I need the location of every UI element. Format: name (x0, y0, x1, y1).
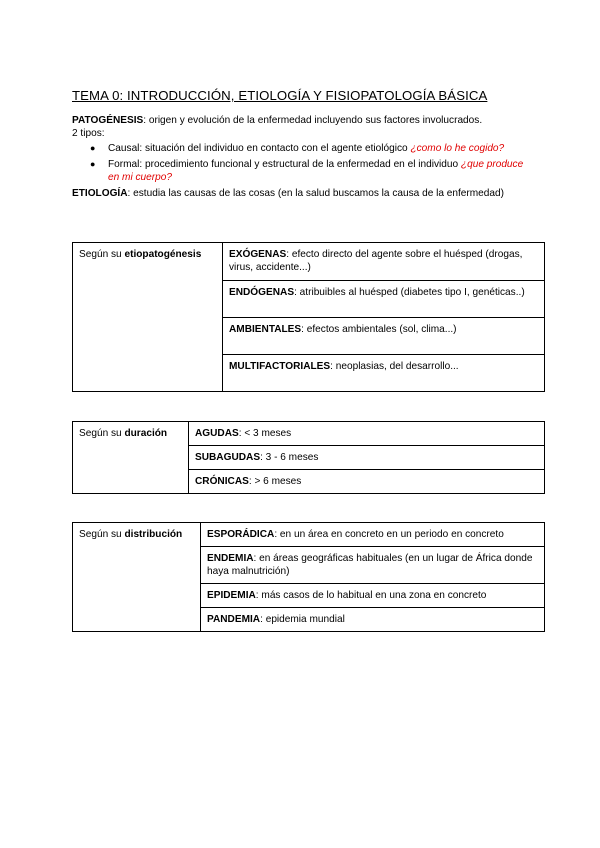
table-label-prefix: Según su (79, 428, 125, 439)
etiologia-term: ETIOLOGÍA (72, 188, 128, 200)
cell-desc: : neoplasias, del desarrollo... (330, 361, 459, 372)
table-cell (201, 608, 545, 632)
cell-desc: : < 3 meses (238, 428, 292, 439)
tipos-list (72, 142, 530, 184)
table-label-prefix: Según su (79, 529, 125, 540)
patogenesis-text: : origen y evolución de la enfermedad incluyendo sus factores involucrados. (143, 115, 483, 126)
table-label-bold: etiopatogénesis (124, 249, 202, 260)
patogenesis-term: PATOGÉNESIS (72, 115, 144, 126)
table-cell (223, 281, 545, 318)
cell-desc: : atribuibles al huésped (diabetes tipo I, genéticas..) (294, 287, 525, 298)
table-cell (189, 470, 545, 494)
list-item-text: Causal: situación del individuo en contacto con el agente etiológico (108, 143, 411, 155)
cell-term: MULTIFACTORIALES (229, 361, 331, 372)
tipos-label: 2 tipos: (72, 128, 105, 140)
table-row (73, 523, 545, 547)
cell-desc: : > 6 meses (248, 476, 302, 487)
cell-term: EXÓGENAS (229, 249, 287, 260)
table-cell (223, 318, 545, 355)
table-cell (223, 243, 545, 281)
cell-desc: : efecto directo del agente sobre el huésped (drogas, virus, accidente...) (229, 249, 523, 274)
cell-term: ESPORÁDICA (207, 529, 275, 540)
cell-term: PANDEMIA (207, 614, 261, 625)
cell-term: EPIDEMIA (207, 590, 256, 601)
table-label-prefix: Según su (79, 249, 125, 260)
table-etiopatogenesis (72, 242, 545, 392)
cell-desc: : epidemia mundial (260, 614, 345, 625)
cell-desc: : en un área en concreto en un periodo en concreto (274, 529, 504, 540)
table-cell (201, 547, 545, 584)
table-cell (201, 523, 545, 547)
cell-term: ENDEMIA (207, 553, 254, 564)
list-item (72, 158, 530, 184)
table-label-cell (73, 523, 201, 632)
table-cell (223, 355, 545, 392)
list-item-question: ¿como lo he cogido? (410, 143, 505, 155)
table-label-bold: duración (124, 428, 168, 439)
cell-desc: : 3 - 6 meses (260, 452, 319, 463)
cell-term: CRÓNICAS (195, 476, 249, 487)
table-label-bold: distribución (124, 529, 183, 540)
cell-term: ENDÓGENAS (229, 287, 295, 298)
table-duracion (72, 421, 545, 494)
etiologia-text: : estudia las causas de las cosas (en la salud buscamos la causa de la enfermedad) (127, 188, 505, 200)
page-title: TEMA 0: INTRODUCCIÓN, ETIOLOGÍA Y FISIOPATOLOGÍA BÁSICA (72, 88, 488, 103)
cell-term: AMBIENTALES (229, 324, 302, 335)
table-row (73, 422, 545, 446)
list-item (72, 142, 530, 155)
cell-desc: : en áreas geográficas habituales (en un lugar de África donde haya malnutrición) (207, 553, 533, 578)
table-label-cell (73, 422, 189, 494)
etiologia-definition (72, 187, 530, 200)
cell-desc: : efectos ambientales (sol, clima...) (301, 324, 457, 335)
bullet-icon: ● (90, 143, 96, 154)
cell-desc: : más casos de lo habitual en una zona en concreto (255, 590, 487, 601)
table-cell (189, 422, 545, 446)
table-cell (201, 584, 545, 608)
list-item-text: Formal: procedimiento funcional y estructural de la enfermedad en el individuo (108, 159, 461, 171)
table-label-cell (73, 243, 223, 392)
patogenesis-definition (72, 114, 530, 127)
table-cell (189, 446, 545, 470)
list-item-question: ¿que produce en mi cuerpo? (108, 159, 524, 184)
document-body (72, 88, 530, 201)
bullet-icon: ● (90, 159, 96, 170)
cell-term: AGUDAS (195, 428, 239, 439)
table-distribucion (72, 522, 545, 632)
table-row (73, 243, 545, 281)
cell-term: SUBAGUDAS (195, 452, 261, 463)
